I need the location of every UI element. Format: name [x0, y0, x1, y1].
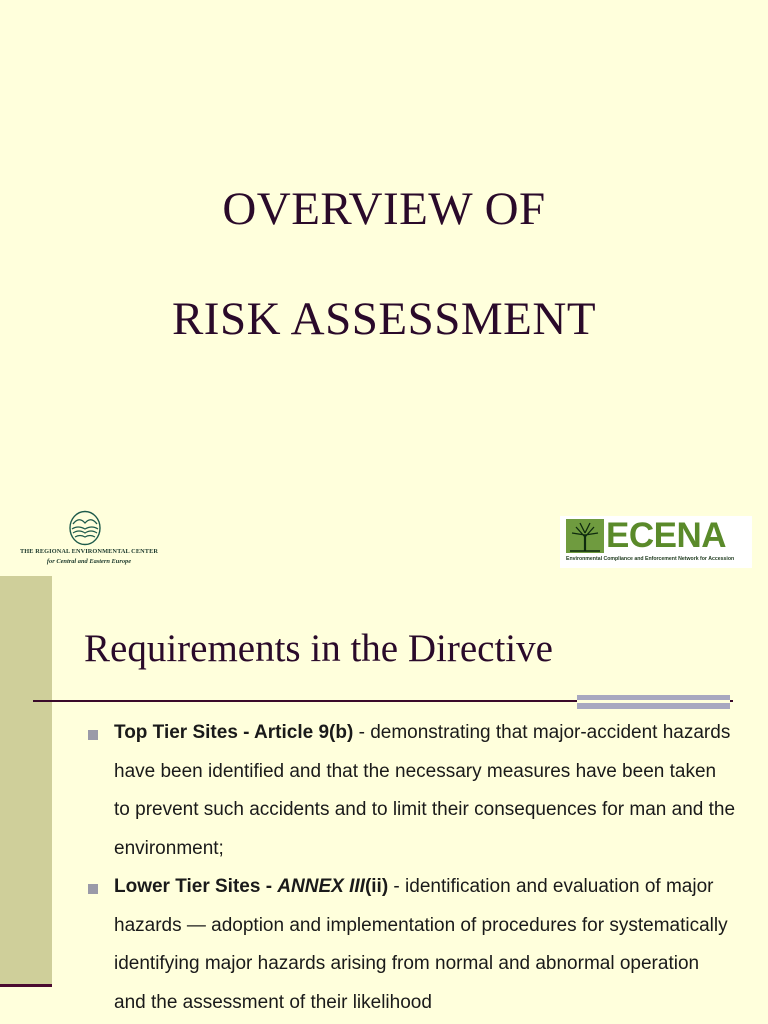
bullet-lead-italic: ANNEX III [277, 876, 365, 897]
title-line-1: OVERVIEW OF [222, 183, 546, 235]
bullet-list [86, 714, 736, 1022]
rec-emblem-icon [68, 510, 102, 546]
square-bullet-icon [88, 884, 98, 894]
rec-subtitle: for Central and Eastern Europe [46, 558, 132, 565]
rec-name: THE REGIONAL ENVIRONMENTAL CENTER [19, 548, 159, 555]
bullet-text: - demonstrating that major-accident hazards have been identified and that the necessary measures have been taken to prevent such accidents and to limit their consequences for man and the environment; [114, 722, 736, 859]
ecena-subtitle: Environmental Compliance and Enforcement Network for Accession [566, 556, 735, 562]
bullet-lead: Top Tier Sites - Article 9(b) [114, 722, 354, 743]
bullet-item [86, 714, 736, 868]
bullet-text: - identification and evaluation of major hazards — adoption and implementation of procedures for systematically identifying major hazards arising from normal and abnormal operation and the assessment of their likelihood [114, 876, 728, 1013]
ecena-logo [560, 516, 752, 568]
slide-title: Requirements in the Directive [84, 627, 553, 670]
content-slide [0, 576, 768, 1024]
title-divider-accent [577, 695, 730, 709]
rec-logo [14, 510, 164, 572]
bullet-lead: Lower Tier Sites - [114, 876, 278, 897]
side-accent-bar [0, 576, 52, 986]
bullet-item [86, 868, 736, 1022]
title-line-2: RISK ASSESSMENT [171, 293, 597, 345]
bullet-lead-tail: (ii) [364, 876, 389, 897]
square-bullet-icon [88, 730, 98, 740]
side-accent-rule [0, 984, 52, 987]
ecena-wordmark: ECENA [606, 516, 727, 555]
tree-icon [566, 519, 604, 553]
